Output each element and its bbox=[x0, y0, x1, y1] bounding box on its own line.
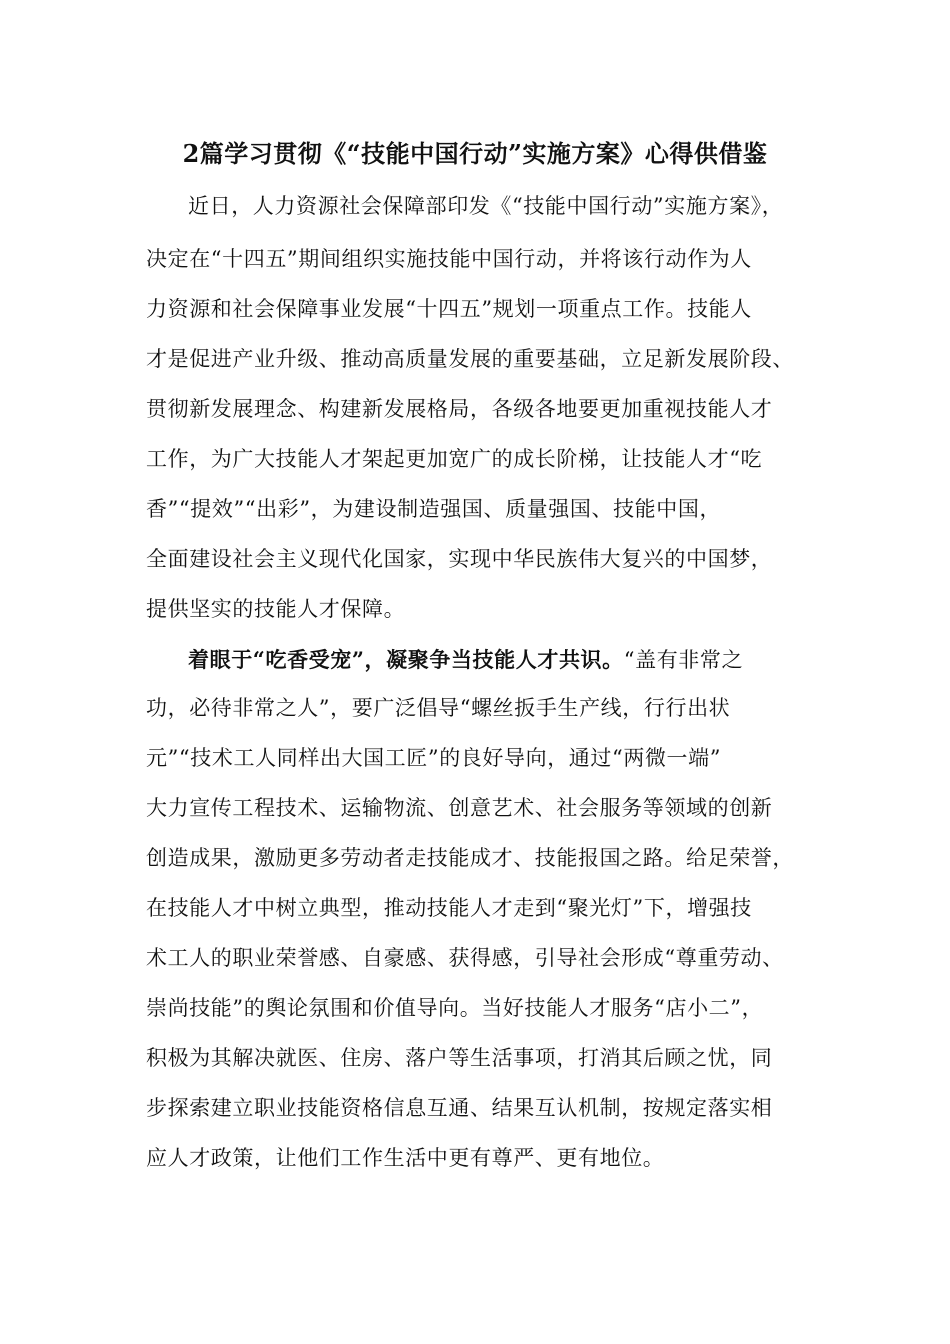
paragraph-line: 在技能人才中树立典型，推动技能人才走到“聚光灯”下，增强技 bbox=[146, 896, 752, 920]
paragraph-line: 香”“提效”“出彩”，为建设制造强国、质量强国、技能中国， bbox=[146, 497, 722, 521]
paragraph-line: 才是促进产业升级、推动高质量发展的重要基础，立足新发展阶段、 bbox=[146, 347, 794, 371]
paragraph-line: 应人才政策，让他们工作生活中更有尊严、更有地位。 bbox=[146, 1146, 665, 1170]
paragraph-line: 术工人的职业荣誉感、自豪感、获得感，引导社会形成“尊重劳动、 bbox=[146, 946, 784, 970]
paragraph-text: “盖有非常之 bbox=[623, 648, 744, 672]
paragraph-line: 功，必待非常之人”，要广泛倡导“螺丝扳手生产线，行行出状 bbox=[146, 696, 731, 720]
paragraph-line: 积极为其解决就医、住房、落户等生活事项，打消其后顾之忧，同 bbox=[146, 1046, 773, 1070]
paragraph-line: 崇尚技能”的舆论氛围和价值导向。当好技能人才服务“店小二”， bbox=[146, 996, 764, 1020]
paragraph-line: 近日，人力资源社会保障部印发《“技能中国行动”实施方案》， bbox=[188, 194, 784, 218]
paragraph-line: 元”“技术工人同样出大国工匠”的良好导向，通过“两微一端” bbox=[146, 746, 722, 770]
paragraph-line: 全面建设社会主义现代化国家，实现中华民族伟大复兴的中国梦， bbox=[146, 547, 773, 571]
paragraph-line: 步探索建立职业技能资格信息互通、结果互认机制，按规定落实相 bbox=[146, 1096, 773, 1120]
paragraph-line: 工作，为广大技能人才架起更加宽广的成长阶梯，让技能人才“吃 bbox=[146, 447, 763, 471]
paragraph-line: 提供坚实的技能人才保障。 bbox=[146, 597, 406, 621]
document-title: 2篇学习贯彻《“技能中国行动”实施方案》心得供借鉴 bbox=[182, 139, 768, 168]
paragraph-line: 力资源和社会保障事业发展“十四五”规划一项重点工作。技能人 bbox=[146, 297, 752, 321]
paragraph-line: 创造成果，激励更多劳动者走技能成才、技能报国之路。给足荣誉， bbox=[146, 846, 794, 870]
paragraph-first-line bbox=[188, 640, 868, 680]
paragraph-line: 贯彻新发展理念、构建新发展格局，各级各地要更加重视技能人才 bbox=[146, 397, 773, 421]
paragraph-heading: 着眼于“吃香受宠”，凝聚争当技能人才共识。 bbox=[188, 647, 624, 672]
paragraph-line: 决定在“十四五”期间组织实施技能中国行动，并将该行动作为人 bbox=[146, 247, 752, 271]
paragraph-line: 大力宣传工程技术、运输物流、创意艺术、社会服务等领域的创新 bbox=[146, 796, 773, 820]
